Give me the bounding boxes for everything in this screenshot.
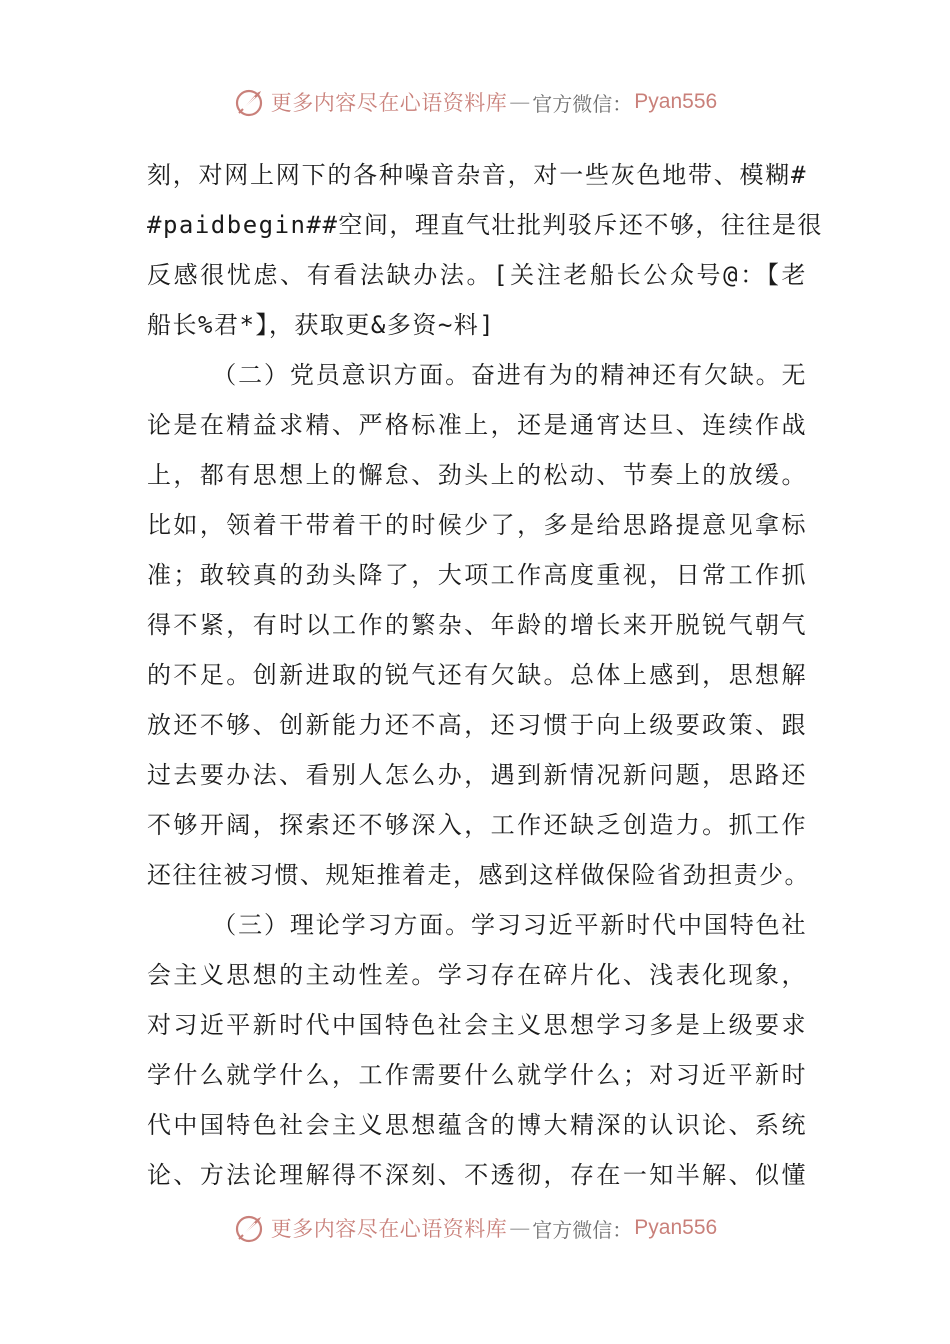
text-line: 会主义思想的主动性差。学习存在碎片化、浅表化现象， <box>147 961 807 989</box>
text-line: 上，都有思想上的懈怠、劲头上的松动、节奏上的放缓。 <box>147 461 807 489</box>
paragraph-2 <box>147 350 810 900</box>
text-line: 对习近平新时代中国特色社会主义思想学习多是上级要求 <box>147 1011 807 1039</box>
text-line: 过去要办法、看别人怎么办，遇到新情况新问题，思路还 <box>147 761 807 789</box>
text-line: 比如，领着干带着干的时候少了，多是给思路提意见拿标 <box>147 511 807 539</box>
footer-wechat-id: Pyan556 <box>634 1216 718 1239</box>
document-body <box>147 150 823 1200</box>
header-watermark-banner <box>0 82 950 122</box>
footer-dash: — <box>509 1216 531 1240</box>
text-line: 论、方法论理解得不深刻、不透彻，存在一知半解、似懂 <box>147 1161 807 1189</box>
quill-pen-logo-icon <box>233 1211 267 1245</box>
footer-watermark-banner <box>0 1208 950 1248</box>
text-line: 反感很忧虑、有看法缺办法。[关注老船长公众号@：【老 <box>147 261 807 289</box>
header-dash: — <box>509 90 531 114</box>
text-line: #paidbegin##空间，理直气壮批判驳斥还不够，往往是很 <box>147 211 823 239</box>
text-line: 不够开阔，探索还不够深入，工作还缺乏创造力。抓工作 <box>147 811 807 839</box>
text-line: 船长%君*】，获取更&多资~料] <box>147 311 496 339</box>
text-line: 刻，对网上网下的各种噪音杂音，对一些灰色地带、模糊# <box>147 161 807 189</box>
text-line: 学什么就学什么，工作需要什么就学什么；对习近平新时 <box>147 1061 807 1089</box>
text-line: （二）党员意识方面。奋进有为的精神还有欠缺。无 <box>147 361 807 389</box>
footer-wechat-label: 官方微信： <box>532 1217 633 1242</box>
paragraph-1 <box>147 150 823 350</box>
quill-pen-logo-icon <box>233 85 267 119</box>
text-line: 放还不够、创新能力还不高，还习惯于向上级要政策、跟 <box>147 711 807 739</box>
header-wechat-id: Pyan556 <box>634 90 718 113</box>
text-line: 得不紧，有时以工作的繁杂、年龄的增长来开脱锐气朝气 <box>147 611 807 639</box>
text-line: 论是在精益求精、严格标准上，还是通宵达旦、连续作战 <box>147 411 807 439</box>
paragraph-3 <box>147 900 807 1200</box>
text-line: 代中国特色社会主义思想蕴含的博大精深的认识论、系统 <box>147 1111 807 1139</box>
text-line: 准；敢较真的劲头降了，大项工作高度重视，日常工作抓 <box>147 561 807 589</box>
header-wechat-label: 官方微信： <box>532 91 633 116</box>
text-line: 还往往被习惯、规矩推着走，感到这样做保险省劲担责少。 <box>147 861 810 889</box>
footer-site-text: 更多内容尽在心语资料库 <box>270 1217 508 1241</box>
text-line: （三）理论学习方面。学习习近平新时代中国特色社 <box>147 911 807 939</box>
text-line: 的不足。创新进取的锐气还有欠缺。总体上感到，思想解 <box>147 661 807 689</box>
header-site-text: 更多内容尽在心语资料库 <box>270 91 508 115</box>
